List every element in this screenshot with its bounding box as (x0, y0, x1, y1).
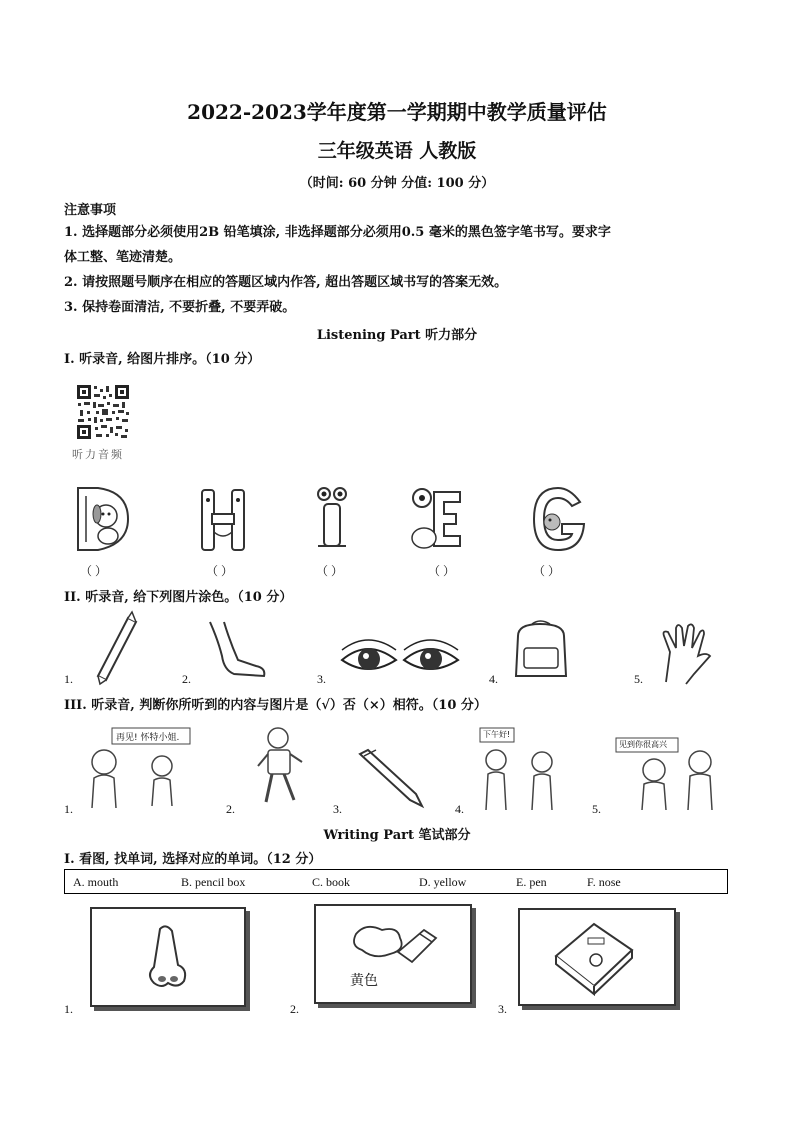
option-b: B. pencil box (181, 875, 246, 889)
boy-running-picture (252, 726, 308, 810)
letter-i-picture (310, 486, 354, 556)
option-a: A. mouth (73, 875, 119, 889)
letter-g-picture (528, 484, 590, 558)
writing-number-1: 1. (64, 1002, 73, 1016)
q3-number-3: 3. (333, 802, 342, 816)
q3-number-4: 4. (455, 802, 464, 816)
speech-bubble-good-afternoon: 下午好! (483, 730, 511, 739)
exam-meta: （时间: 60 分钟 分值: 100 分） (299, 176, 495, 191)
exam-title: 2022-2023学年度第一学期期中教学质量评估 (187, 100, 607, 124)
q3-number-5: 5. (592, 802, 601, 816)
answer-blank-3[interactable]: （ ） (316, 564, 344, 578)
qr-caption: 听力音频 (72, 448, 124, 461)
writing-heading: Writing Part 笔试部分 (323, 828, 471, 843)
q3-number-1: 1. (64, 802, 73, 816)
book-picture-frame (518, 908, 676, 1006)
listening-heading: Listening Part 听力部分 (316, 328, 478, 343)
yellow-picture-frame (314, 904, 472, 1004)
option-d: D. yellow (419, 875, 467, 889)
writing-number-2: 2. (290, 1002, 299, 1016)
speech-bubble-goodbye: 再见! 怀特小姐. (116, 733, 180, 743)
foot-picture (204, 620, 268, 686)
note-item-1-line-1: 1. 选择题部分必须使用2B 铅笔填涂, 非选择题部分必须用0.5 毫米的黑色签字笔书写。要求字 (64, 225, 611, 240)
option-c: C. book (312, 875, 351, 889)
q2-number-4: 4. (489, 672, 498, 686)
notes-heading: 注意事项 (64, 203, 117, 218)
note-item-1-line-2: 体工整、笔迹清楚。 (64, 250, 182, 265)
note-item-2: 2. 请按照题号顺序在相应的答题区域内作答, 超出答题区域书写的答案无效。 (64, 275, 508, 290)
listening-q2-title: II. 听录音, 给下列图片涂色。（10 分） (64, 590, 293, 605)
word-options-box (64, 869, 728, 894)
pen-picture (356, 748, 426, 812)
qr-code (76, 384, 130, 440)
q2-number-2: 2. (182, 672, 191, 686)
writing-q1-title: I. 看图, 找单词, 选择对应的单词。（12 分） (64, 852, 322, 867)
q2-number-3: 3. (317, 672, 326, 686)
eyes-picture (338, 636, 462, 686)
answer-blank-4[interactable]: （ ） (428, 564, 456, 578)
nose-picture-frame (90, 907, 246, 1007)
note-item-3: 3. 保持卷面清洁, 不要折叠, 不要弄破。 (64, 300, 296, 315)
listening-q3-title: III. 听录音, 判断你所听到的内容与图片是（√）否（×）相符。（10 分） (64, 698, 487, 713)
q3-number-2: 2. (226, 802, 235, 816)
letter-e-picture (406, 484, 464, 558)
answer-blank-2[interactable]: （ ） (206, 564, 234, 578)
letter-d-picture (72, 484, 132, 558)
option-e: E. pen (516, 875, 547, 889)
hand-picture (656, 622, 714, 690)
listening-q1-title: I. 听录音, 给图片排序。（10 分） (64, 352, 261, 367)
option-f: F. nose (587, 875, 621, 889)
speech-bubble-nice-to-meet-you: 见到你很高兴 (619, 740, 667, 749)
schoolbag-picture (510, 622, 572, 684)
answer-blank-5[interactable]: （ ） (533, 564, 561, 578)
q2-number-1: 1. (64, 672, 73, 686)
yellow-caption: 黄色 (350, 973, 378, 989)
answer-blank-1[interactable]: （ ） (80, 564, 108, 578)
pencil-picture (90, 612, 140, 688)
q2-number-5: 5. (634, 672, 643, 686)
letter-h-picture (198, 486, 248, 558)
writing-number-3: 3. (498, 1002, 507, 1016)
exam-subtitle: 三年级英语 人教版 (317, 140, 477, 162)
